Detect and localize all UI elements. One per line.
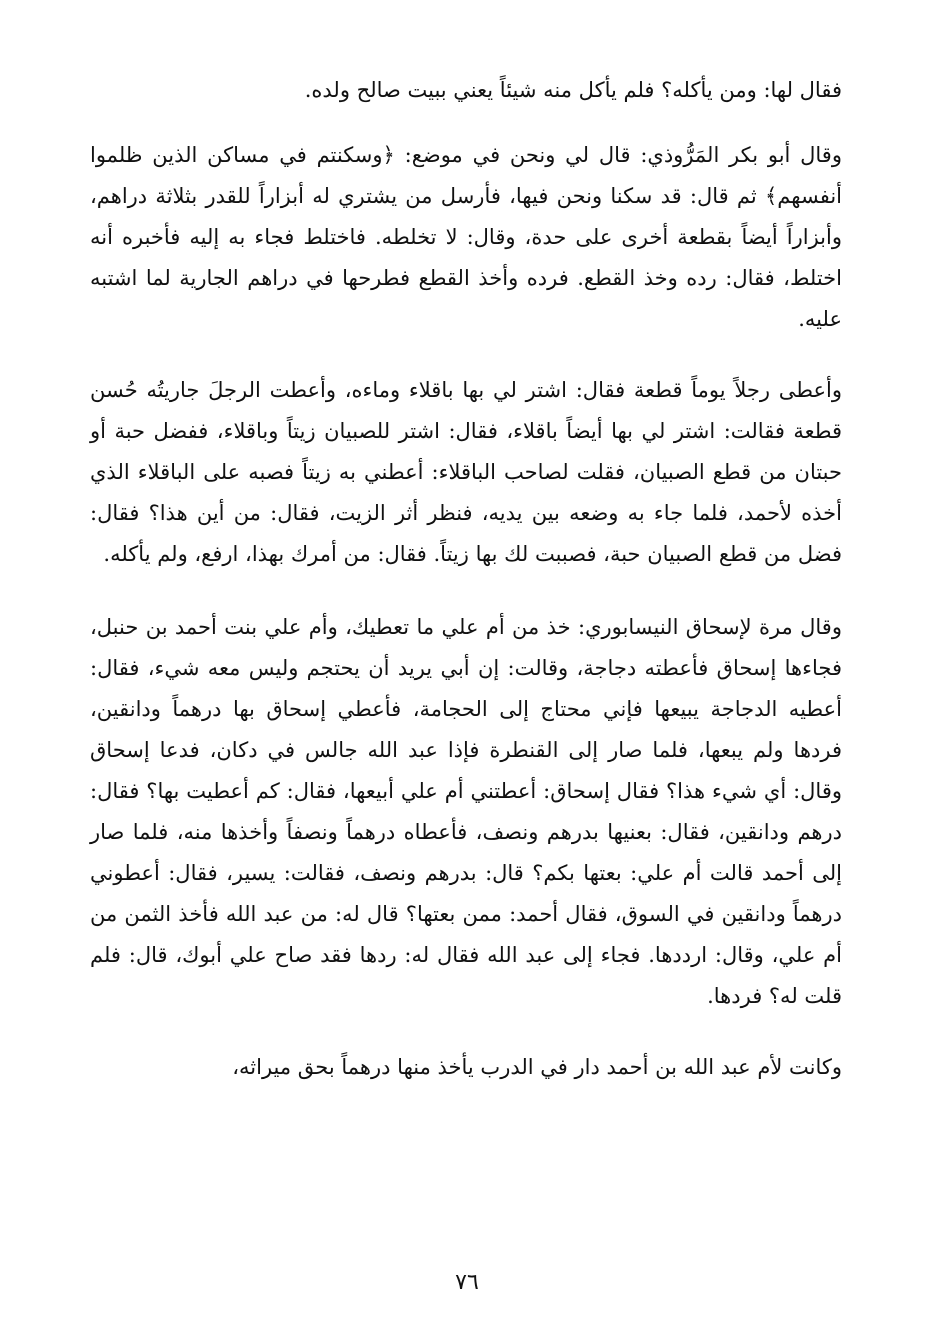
- paragraph-4: وقال مرة لإسحاق النيسابوري: خذ من أم علي ما تعطيك، وأم علي بنت أحمد بن حنبل، فجاءها إسحاق فأعطته دجاجة، وقالت: إن أبي يريد أن يحتجم وليس معه شيء، فقال: أعطيه الدجاجة يبيعها فإني محتاج إلى الحجامة، فأعطي إسحاق بها درهماً ودانقين، فردها ولم يبعها، فلما صار إلى القنطرة فإذا عبد الله جالس في دكان، فدعا إسحاق وقال: أي شيء هذا؟ فقال إسحاق: أعطتني أم علي أبيعها، فقال: كم أعطيت بها؟ فقال: درهم ودانقين، فقال: بعنيها بدرهم ونصف، فأعطاه درهماً ونصفاً وأخذها منه، فلما صار إلى أحمد قالت أم علي: بعتها بكم؟ قال: بدرهم ونصف، فقالت: يسير، فقال: أعطوني درهماً ودانقين في السوق، فقال أحمد: ممن بعتها؟ قال له: من عبد الله فأخذ الثمن من أم علي، وقال: ارددها. فجاء إلى عبد الله فقال له: ردها فقد صاح علي أبوك، قال: فلم قلت له؟ فردها.: [90, 615, 842, 1008]
- paragraph-1: فقال لها: ومن يأكله؟ فلم يأكل منه شيئاً يعني ببيت صالح ولده.: [304, 78, 842, 102]
- paragraph-2: وقال أبو بكر المَرُّوذي: قال لي ونحن في موضع: ﴿وسكنتم في مساكن الذين ظلموا أنفسهم﴾ ثم قال: قد سكنا ونحن فيها، فأرسل من يشتري له أبزاراً للقدر بثلاثة دراهم، وأبزاراً أيضاً بقطعة أخرى على حدة، وقال: لا تخلطه. فاختلط فجاء به إليه فأخبره أنه اختلط، فقال: رده وخذ القطع. فرده وأخذ القطع فطرحها في دراهم الجارية لما اشتبه عليه.: [90, 143, 842, 331]
- page-body: [90, 70, 842, 1088]
- page-number: ٧٦: [455, 1270, 479, 1295]
- paragraph-3: وأعطى رجلاً يوماً قطعة فقال: اشتر لي بها باقلاء وماءه، وأعطت الرجلَ جاريتُه حُسن قطعة فقالت: اشتر لي بها أيضاً باقلاء، فقال: اشتر للصبيان زيتاً وباقلاء، ففضل حبة أو حبتان من قطع الصبيان، فقلت لصاحب الباقلاء: أعطني به زيتاً فصبه على الباقلاء الذي أخذه لأحمد، فلما جاء به وضعه بين يديه، فنظر أثر الزيت، فقال: من أين هذا؟ فقال: فضل من قطع الصبيان حبة، فصببت لك بها زيتاً. فقال: من أمرك بهذا، ارفع، ولم يأكله.: [90, 378, 842, 566]
- paragraph-5: وكانت لأم عبد الله بن أحمد دار في الدرب يأخذ منها درهماً بحق ميراثه،: [232, 1055, 842, 1079]
